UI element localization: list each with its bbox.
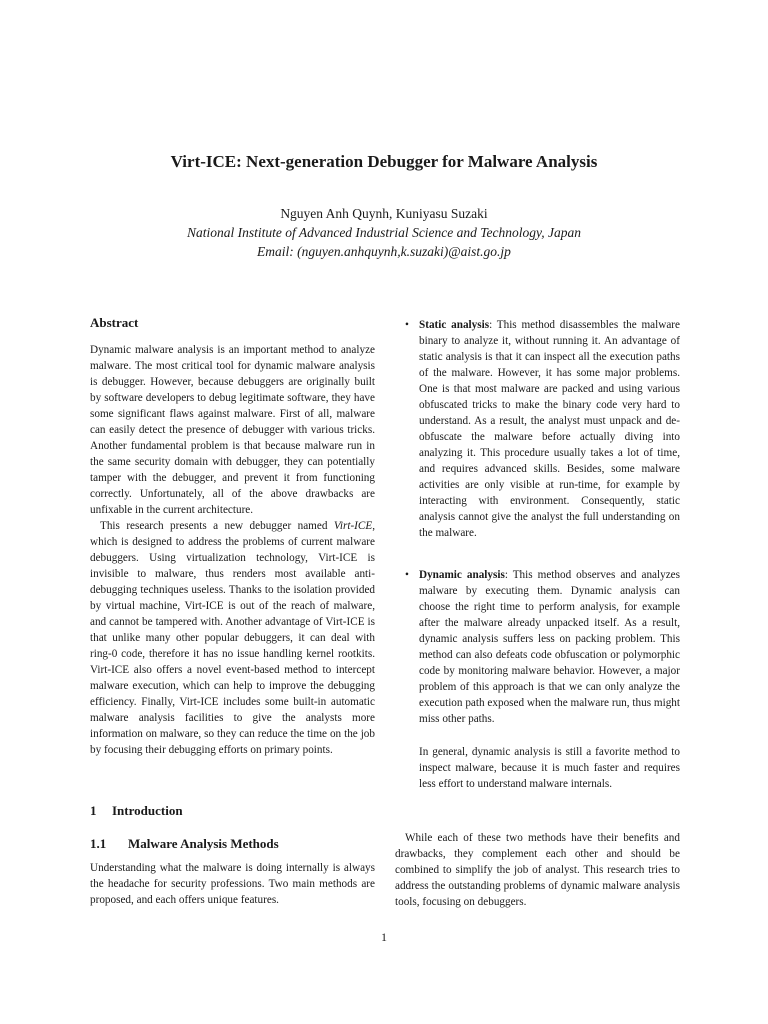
section-1-heading	[90, 803, 183, 819]
bullet-general-paragraph	[395, 744, 680, 792]
abstract-paragraph-1: Dynamic malware analysis is an important method to analyze malware. The most critical tool for dynamic malware analysis is debugger. However, because debuggers are originally built by software developers to debug legitimate software, they have some significant flaws against malware. First of all, malware can easily detect the presence of debugger with various tricks. Another fundamental problem is that because malware run in the same security domain with debugger, they can potentially tamper with the debugger, and prevent it from functioning correctly. Unfortunately, all of the above drawbacks are unfixable in the current architecture.	[90, 344, 375, 516]
general-text: In general, dynamic analysis is still a favorite method to inspect malware, because it is much faster and requires less effort to understand malware internals.	[419, 746, 680, 790]
dynamic-analysis-label: Dynamic analysis	[419, 569, 505, 581]
section-1-1-heading	[90, 836, 279, 852]
authors: Nguyen Anh Quynh, Kuniyasu Suzaki	[280, 206, 488, 221]
virt-ice-name: Virt-ICE	[333, 520, 373, 532]
bullet-dynamic-text	[419, 567, 680, 727]
abstract-heading: Abstract	[90, 315, 139, 330]
bullet-icon: •	[405, 319, 409, 331]
page-number: 1	[381, 930, 387, 944]
email: Email: (nguyen.anhquynh,k.suzaki)@aist.go.jp	[257, 244, 511, 259]
right-closing-paragraph	[395, 830, 680, 910]
static-analysis-text: : This method disassembles the malware binary to analyze it, without running it. An advantage of static analysis is that it can inspect all the execution paths of the malware. However, it has some major problems. One is that most malware are packed and using various obfuscated tricks to make the binary code very hard to understand. As a result, the analyst must unpack and de-obfuscate the malware before actually diving into analyzing it. This procedure usually takes a lot of time, and requires advanced skills. Besides, some malware activities are only visible at run-time, for example by interacting with environment. Consequently, static analysis cannot give the analyst the full understanding on the malware.	[419, 319, 680, 539]
section-1-title: Introduction	[112, 803, 183, 818]
section-1-1-paragraph: Understanding what the malware is doing internally is always the headache for security professions. Two main methods are proposed, and each offers unique features.	[90, 862, 375, 906]
abstract-p2-before: This research presents a new debugger named	[100, 520, 334, 532]
section-1-1-body	[90, 860, 375, 908]
section-1-1-title: Malware Analysis Methods	[128, 836, 279, 851]
static-analysis-label: Static analysis	[419, 319, 490, 331]
abstract-p2-after: , which is designed to address the problems of current malware debuggers. Using virtualization technology, Virt-ICE is invisible to malware, thus renders most available anti-debugging techniques useless. Thanks to the isolation provided by virtual machine, Virt-ICE is out of the reach of malware, and cannot be tampered with. Another advantage of Virt-ICE is that unlike many other popular debuggers, it can deal with ring-0 code, therefore it has no issue handling kernel rootkits. Virt-ICE also offers a novel event-based method to intercept malware execution, which can help to improve the debugging efficiency. Finally, Virt-ICE includes some built-in automatic malware analysis facilities to give the analysts more information on malware, so they can reduce the time on the job by focusing their debugging efforts on primary points.	[90, 520, 375, 756]
abstract-body	[90, 342, 375, 758]
section-1-1-number: 1.1	[90, 836, 107, 851]
closing-paragraph: While each of these two methods have their benefits and drawbacks, they complement each other and should be combined to simplify the job of analyst. This research tries to address the outstanding problems of dynamic malware analysis tools, focusing on debuggers.	[395, 832, 680, 908]
affiliation: National Institute of Advanced Industrial Science and Technology, Japan	[186, 225, 582, 240]
dynamic-analysis-text: : This method observes and analyzes malware by executing them. Dynamic analysis can choose the right time to perform analysis, for example after the malware already unpacked itself. As a result, dynamic analysis suffers less on packing problem. This method can also defeats code obfuscation or polymorphic code by monitoring malware behavior. However, a major problem of this approach is that we can only analyze the execution path exposed when the malware run, thus might miss other paths.	[419, 569, 680, 725]
bullet-static-text	[419, 317, 680, 541]
bullet-dynamic-analysis	[395, 567, 680, 727]
section-1-number: 1	[90, 803, 97, 818]
abstract-paragraph-2	[90, 518, 375, 758]
paper-title: Virt-ICE: Next-generation Debugger for Malware Analysis	[170, 152, 598, 171]
bullet-icon: •	[405, 569, 409, 581]
bullet-static-analysis	[395, 317, 680, 541]
